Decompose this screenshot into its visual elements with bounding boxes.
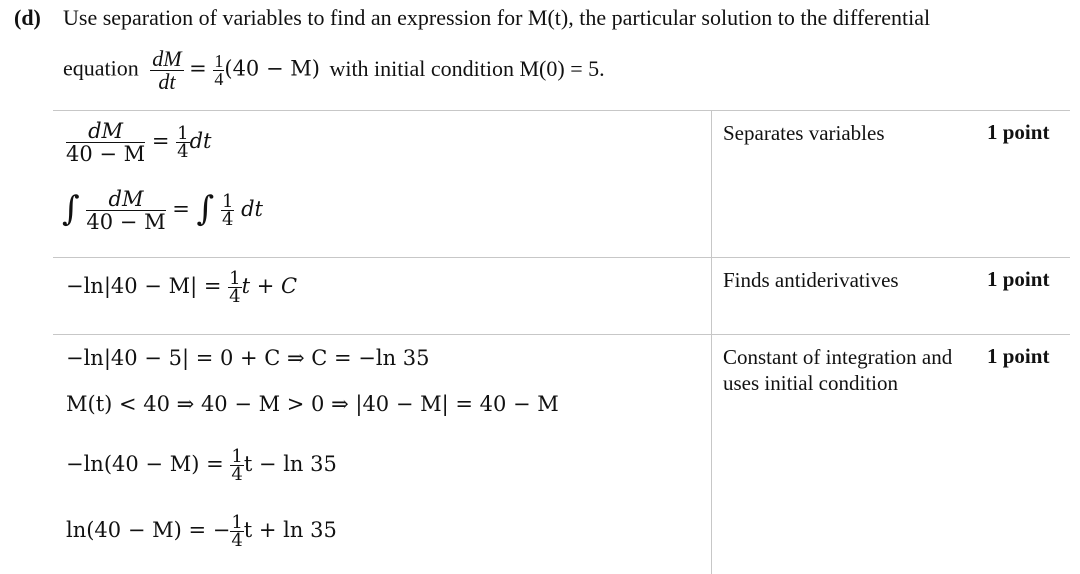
row-1-eq1-rhs-fraction <box>176 125 189 160</box>
row-3-line-4-tail: t + ln 35 <box>243 518 337 542</box>
row-1-eq2-denominator: 40 − M <box>86 210 166 234</box>
row-3-line-3-lhs: −ln(40 − M) = <box>66 452 224 476</box>
row-1-points: 1 point <box>987 120 1050 144</box>
row-1-eq1-rhs-tail: dt <box>189 129 212 153</box>
row-3-points: 1 point <box>987 344 1050 368</box>
row-1-equation-2 <box>62 188 263 233</box>
table-rule-row-3 <box>53 334 1070 335</box>
row-2-criterion: Finds antiderivatives <box>723 268 899 292</box>
row-1-eq1-rhs-numerator: 1 <box>177 123 189 144</box>
row-1-eq2-numerator: dM <box>86 188 165 211</box>
question-line-2 <box>63 48 605 93</box>
question-quarter-fraction <box>213 53 224 88</box>
row-3-line-3-denominator: 4 <box>231 464 243 485</box>
question-equals: = <box>189 56 214 81</box>
row-1-eq1-numerator: dM <box>66 120 145 143</box>
question-after-fraction: (40 − M) <box>224 56 320 81</box>
question-small-numerator: 1 <box>214 51 224 71</box>
question-line-1: Use separation of variables to find an expression for M(t), the particular solution to the differential <box>63 5 931 30</box>
row-2-numerator: 1 <box>229 268 241 289</box>
row-2-denominator: 4 <box>229 286 241 307</box>
table-column-divider <box>711 110 712 574</box>
question-derivative-fraction <box>150 48 183 93</box>
row-1-eq2-rhs-tail: dt <box>241 197 263 221</box>
row-2-lhs: −ln|40 − M| = <box>66 274 222 298</box>
row-3-line-3-tail: t − ln 35 <box>243 452 337 476</box>
row-1-criterion: Separates variables <box>723 121 885 145</box>
row-3-line-4-fraction <box>230 514 243 549</box>
table-rule-top <box>53 110 1070 111</box>
row-1-eq2-rhs-fraction <box>221 193 234 228</box>
row-2-points: 1 point <box>987 267 1050 291</box>
row-2-equation <box>66 270 297 305</box>
row-3-criterion: Constant of integration and uses initial condition <box>723 345 953 395</box>
question-fraction-denominator: dt <box>158 69 176 94</box>
row-1-eq1-equals: = <box>151 129 177 153</box>
row-3-line-4-numerator: 1 <box>231 512 243 533</box>
part-label: (d) <box>14 5 41 30</box>
row-2-tail: t + C <box>241 274 298 298</box>
question-line-2-suffix: with initial condition M(0) = 5. <box>329 55 605 81</box>
integral-sign-icon: ∫ <box>62 188 80 229</box>
row-3-line-2: M(t) < 40 ⇒ 40 − M > 0 ⇒ |40 − M| = 40 − M <box>66 392 559 416</box>
row-1-eq2-equals: = <box>172 197 197 221</box>
row-3-line-4-lhs: ln(40 − M) = − <box>66 518 231 542</box>
question-small-denominator: 4 <box>214 69 224 89</box>
row-1-eq1-denominator: 40 − M <box>66 142 146 166</box>
row-1-eq2-lhs-fraction <box>86 188 165 233</box>
table-rule-row-2 <box>53 257 1070 258</box>
row-1-eq2-rhs-denominator: 4 <box>221 209 234 230</box>
row-1-eq1-rhs-denominator: 4 <box>177 141 189 162</box>
row-3-line-3 <box>66 448 337 483</box>
row-3-line-3-numerator: 1 <box>231 446 243 467</box>
row-3-line-1: −ln|40 − 5| = 0 + C ⇒ C = −ln 35 <box>66 346 430 370</box>
row-3-line-3-fraction <box>230 448 243 483</box>
question-fraction-numerator: dM <box>152 46 182 71</box>
row-3-line-4 <box>66 514 337 549</box>
row-1-eq2-rhs-numerator: 1 <box>221 191 234 212</box>
question-line-2-prefix: equation <box>63 55 139 81</box>
row-3-line-4-denominator: 4 <box>231 530 243 551</box>
row-1-equation-1 <box>66 120 211 165</box>
row-1-eq1-lhs-fraction <box>66 120 145 165</box>
integral-sign-icon: ∫ <box>196 188 215 229</box>
row-2-fraction <box>228 270 241 305</box>
